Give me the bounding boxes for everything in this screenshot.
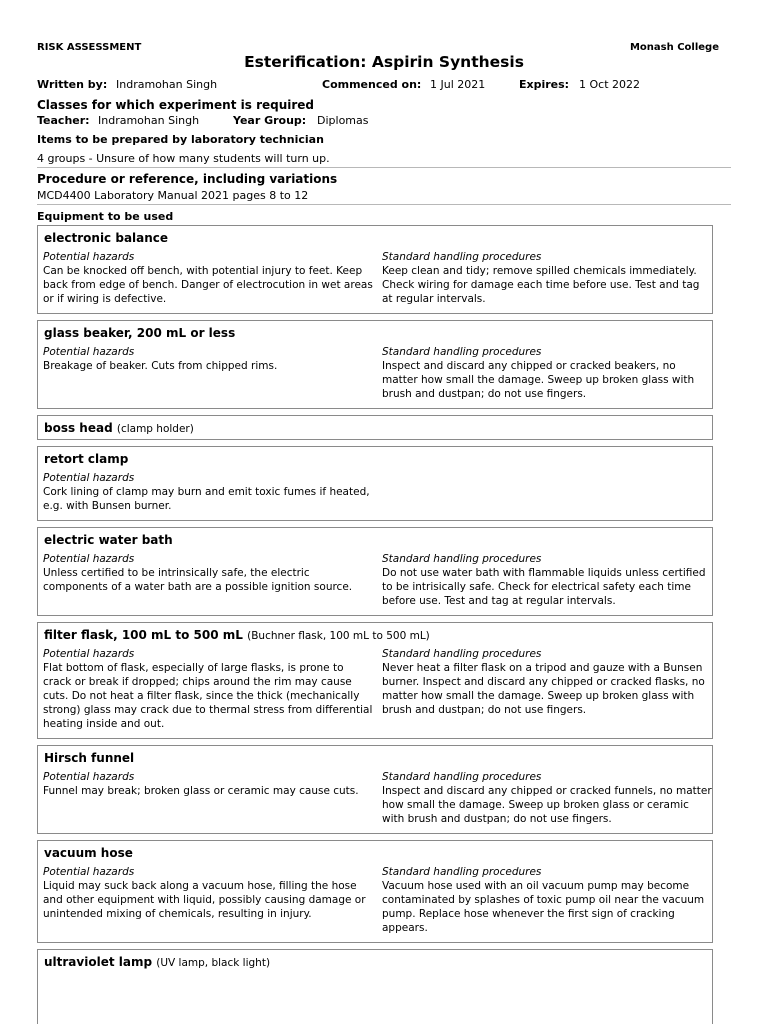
procedure-heading: Procedure or reference, including variations bbox=[37, 172, 338, 186]
hazards-column bbox=[43, 471, 373, 513]
procedures-text: Vacuum hose used with an oil vacuum pump may become contaminated by splashes of toxic pump oil near the vacuum pump. Replace hose whenever the first sign of cracking appears. bbox=[382, 880, 705, 934]
hazards-column bbox=[43, 345, 373, 373]
hazards-label: Potential hazards bbox=[43, 648, 135, 660]
written-by-value: Indramohan Singh bbox=[116, 78, 218, 91]
year-group-label: Year Group: bbox=[233, 114, 307, 127]
procedures-column bbox=[382, 770, 712, 826]
commenced-value: 1 Jul 2021 bbox=[430, 78, 486, 91]
items-text: 4 groups - Unsure of how many students will turn up. bbox=[37, 152, 330, 165]
procedures-label: Standard handling procedures bbox=[382, 648, 542, 660]
hazards-label: Potential hazards bbox=[43, 771, 135, 783]
page-title: Esterification: Aspirin Synthesis bbox=[244, 53, 524, 71]
equipment-name: ultraviolet lamp bbox=[44, 955, 153, 969]
hazards-column bbox=[43, 770, 373, 798]
organization-name: Monash College bbox=[629, 42, 719, 53]
equipment-name: Hirsch funnel bbox=[44, 751, 135, 765]
items-heading: Items to be prepared by laboratory technician bbox=[37, 133, 324, 146]
procedures-column bbox=[382, 552, 712, 608]
equipment-name: vacuum hose bbox=[44, 846, 133, 860]
equipment-alt-name: (Buchner flask, 100 mL to 500 mL) bbox=[247, 630, 430, 642]
hazards-text: Flat bottom of flask, especially of large flasks, is prone to crack or break if dropped; chips around the rim may cause cuts. Do not heat a filter flask, since the thick (mechanically strong) glass may crack due to thermal stress from differential heating inside and out. bbox=[43, 662, 373, 730]
hazards-text: Cork lining of clamp may burn and emit toxic fumes if heated, e.g. with Bunsen burner. bbox=[43, 486, 370, 512]
equipment-card-filter-flask bbox=[37, 622, 713, 739]
equipment-name: electric water bath bbox=[44, 533, 173, 547]
procedures-text: Do not use water bath with flammable liquids unless certified to be intrisically safe. Check for electrical safety each time before use. Test and tag at regular intervals. bbox=[382, 567, 706, 607]
hazards-text: Can be knocked off bench, with potential injury to feet. Keep back from edge of bench. Danger of electrocution in wet areas or if wiring is defective. bbox=[43, 265, 373, 305]
procedures-label: Standard handling procedures bbox=[382, 866, 542, 878]
hazards-column bbox=[43, 250, 373, 306]
equipment-card-hirsch-funnel bbox=[37, 745, 713, 834]
hazards-label: Potential hazards bbox=[43, 472, 135, 484]
hazards-text: Liquid may suck back along a vacuum hose, filling the hose and other equipment with liquid, possibly causing damage or unintended mixing of chemicals, resulting in injury. bbox=[43, 880, 366, 920]
equipment-card-retort-clamp bbox=[37, 446, 713, 521]
commenced-label: Commenced on: bbox=[322, 78, 422, 91]
hazards-column bbox=[43, 865, 373, 921]
equipment-card-vacuum-hose bbox=[37, 840, 713, 943]
expires-label: Expires: bbox=[519, 78, 570, 91]
equipment-card-electric-water-bath bbox=[37, 527, 713, 616]
equipment-name: boss head bbox=[44, 421, 113, 435]
equipment-card-electronic-balance bbox=[37, 225, 713, 314]
procedures-text: Keep clean and tidy; remove spilled chemicals immediately. Check wiring for damage each time before use. Test and tag at regular intervals. bbox=[382, 265, 700, 305]
divider bbox=[37, 167, 731, 168]
procedures-label: Standard handling procedures bbox=[382, 251, 542, 263]
equipment-alt-name: (UV lamp, black light) bbox=[156, 957, 271, 969]
equipment-name: filter flask, 100 mL to 500 mL bbox=[44, 628, 243, 642]
procedures-label: Standard handling procedures bbox=[382, 346, 542, 358]
written-by-label: Written by: bbox=[37, 78, 108, 91]
equipment-card-glass-beaker bbox=[37, 320, 713, 409]
teacher-value: Indramohan Singh bbox=[98, 114, 200, 127]
hazards-column bbox=[43, 647, 373, 731]
hazards-text: Breakage of beaker. Cuts from chipped rims. bbox=[43, 360, 278, 372]
expires-value: 1 Oct 2022 bbox=[579, 78, 641, 91]
equipment-heading: Equipment to be used bbox=[37, 210, 174, 223]
equipment-name: glass beaker, 200 mL or less bbox=[44, 326, 236, 340]
procedures-column bbox=[382, 345, 712, 401]
teacher-label: Teacher: bbox=[37, 114, 90, 127]
hazards-label: Potential hazards bbox=[43, 553, 135, 565]
hazards-text: Unless certified to be intrinsically safe, the electric components of a water bath are a possible ignition source. bbox=[43, 567, 353, 593]
procedures-label: Standard handling procedures bbox=[382, 771, 542, 783]
divider bbox=[37, 204, 731, 205]
procedure-text: MCD4400 Laboratory Manual 2021 pages 8 to 12 bbox=[37, 189, 309, 202]
equipment-alt-name: (clamp holder) bbox=[116, 423, 194, 435]
procedures-text: Inspect and discard any chipped or cracked beakers, no matter how small the damage. Sweep up broken glass with brush and dustpan; do not use fingers. bbox=[382, 360, 695, 400]
procedures-label: Standard handling procedures bbox=[382, 553, 542, 565]
procedures-text: Never heat a filter flask on a tripod and gauze with a Bunsen burner. Inspect and discard any chipped or cracked flasks, no matter how small the damage. Sweep up broken glass with brush and dustpan; do not use fingers. bbox=[382, 662, 705, 716]
equipment-card-boss-head bbox=[37, 415, 713, 440]
hazards-text: Funnel may break; broken glass or ceramic may cause cuts. bbox=[43, 785, 359, 797]
hazards-label: Potential hazards bbox=[43, 251, 135, 263]
procedures-column bbox=[382, 250, 712, 306]
equipment-card-ultraviolet-lamp bbox=[37, 949, 713, 1024]
hazards-column bbox=[43, 552, 373, 594]
classes-heading: Classes for which experiment is required bbox=[37, 98, 315, 112]
year-group-value: Diplomas bbox=[317, 114, 369, 127]
procedures-column bbox=[382, 865, 712, 935]
doc-type-label: RISK ASSESSMENT bbox=[37, 42, 142, 53]
hazards-label: Potential hazards bbox=[43, 346, 135, 358]
hazards-label: Potential hazards bbox=[43, 866, 135, 878]
procedures-column bbox=[382, 647, 712, 717]
equipment-name: retort clamp bbox=[44, 452, 129, 466]
equipment-name: electronic balance bbox=[44, 231, 169, 245]
procedures-text: Inspect and discard any chipped or cracked funnels, no matter how small the damage. Sweep up broken glass or ceramic with brush and dustpan; do not use fingers. bbox=[382, 785, 712, 825]
